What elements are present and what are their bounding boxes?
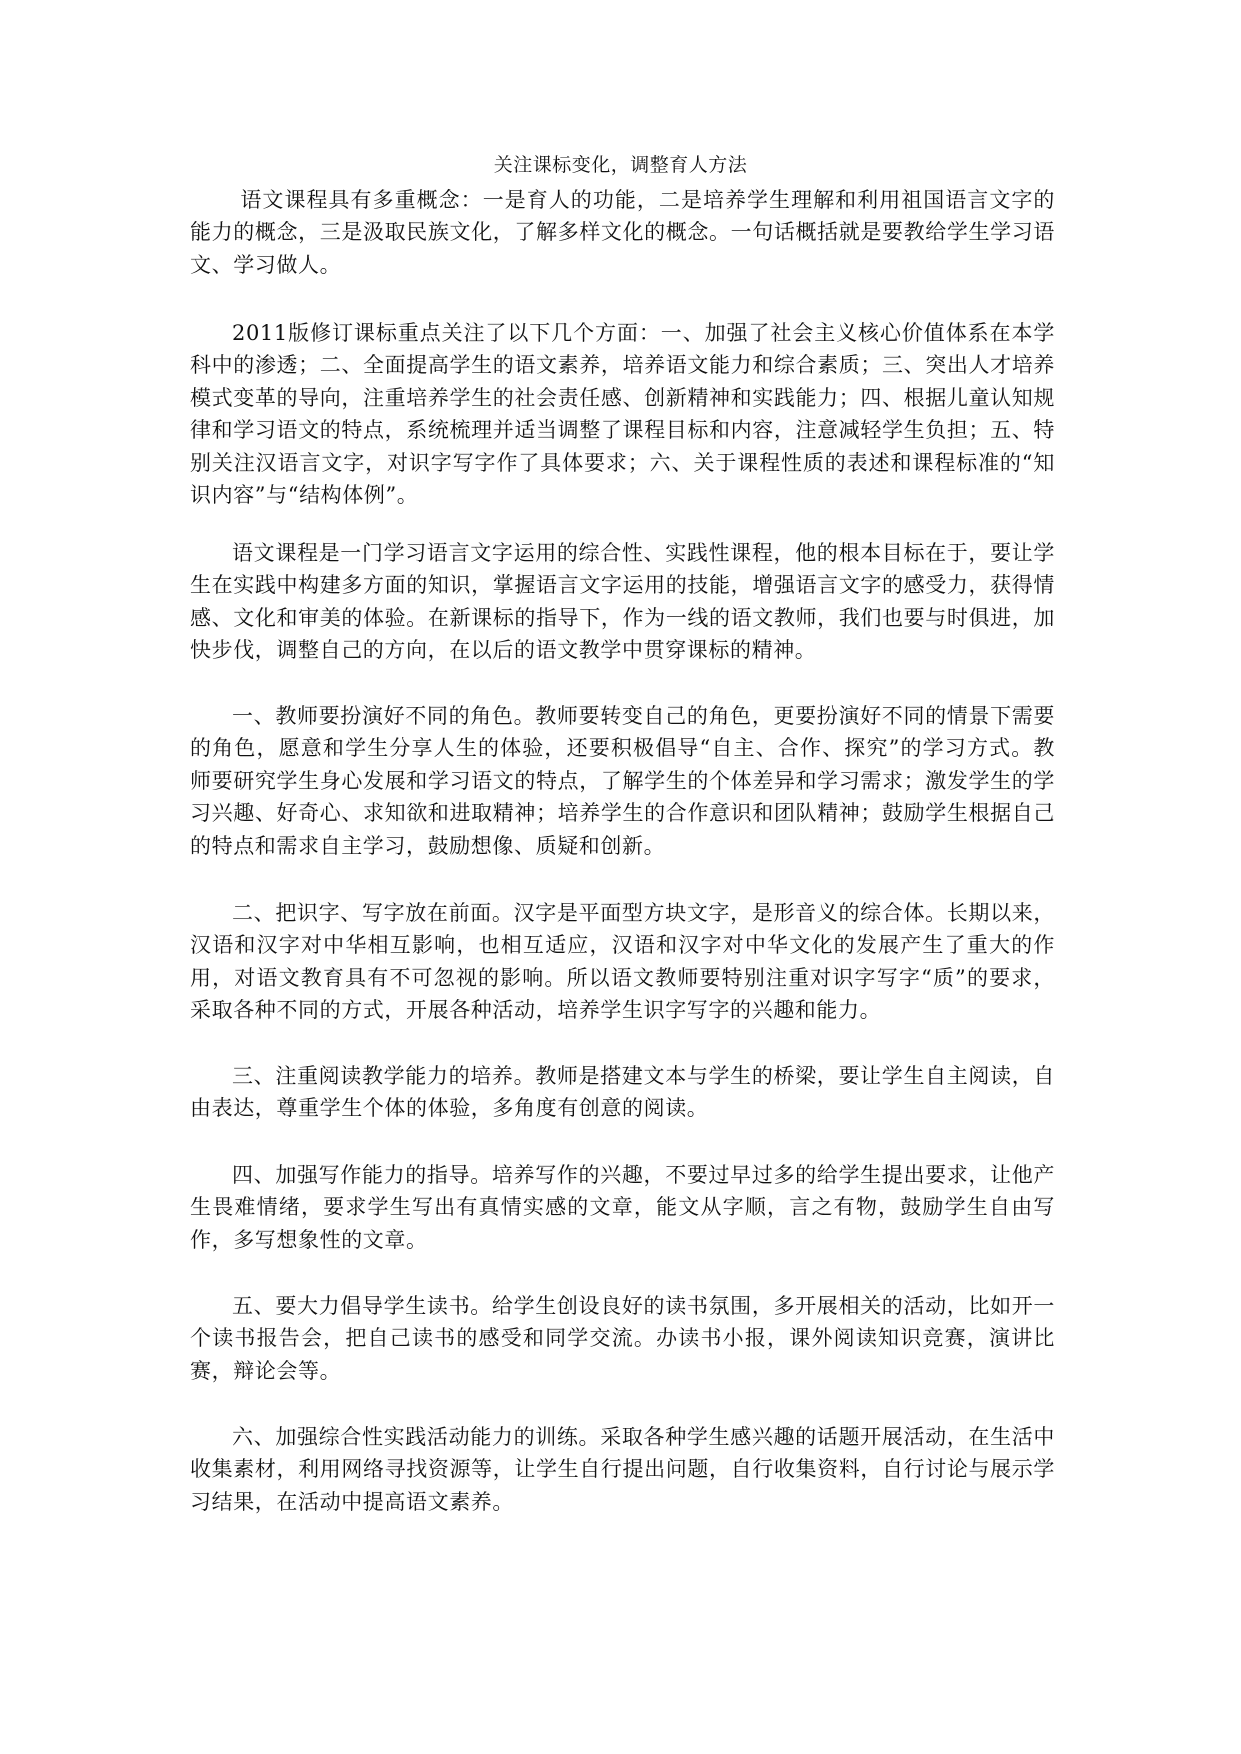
paragraph-reading: 三、注重阅读教学能力的培养。教师是搭建文本与学生的桥梁，要让学生自主阅读，自由表达，尊重学生个体的体验，多角度有创意的阅读。 [190,1064,1055,1121]
paragraph-composition: 四、加强写作能力的指导。培养写作的兴趣，不要过早过多的给学生提出要求，让他产生畏难情绪，要求学生写出有真情实感的文章，能文从字顺，言之有物，鼓励学生自由写作，多写想象性的文章。 [190,1163,1055,1252]
paragraph-course-goal: 语文课程是一门学习语言文字运用的综合性、实践性课程，他的根本目标在于，要让学生在实践中构建多方面的知识，掌握语言文字运用的技能，增强语言文字的感受力，获得情感、文化和审美的体验。在新课标的指导下，作为一线的语文教师，我们也要与时俱进，加快步伐，调整自己的方向，在以后的语文教学中贯穿课标的精神。 [190,541,1055,663]
paragraph-2011-revision: 2011版修订课标重点关注了以下几个方面：一、加强了社会主义核心价值体系在本学科中的渗透；二、全面提高学生的语文素养，培养语文能力和综合素质；三、突出人才培养模式变革的导向，注重培养学生的社会责任感、创新精神和实践能力；四、根据儿童认知规律和学习语文的特点，系统梳理并适当调整了课程目标和内容，注意减轻学生负担；五、特别关注汉语言文字，对识字写字作了具体要求；六、关于课程性质的表述和课程标准的“知识内容”与“结构体例”。 [190,321,1055,508]
paragraph-practice-activities: 六、加强综合性实践活动能力的训练。采取各种学生感兴趣的话题开展活动，在生活中收集素材，利用网络寻找资源等，让学生自行提出问题，自行收集资料，自行讨论与展示学习结果，在活动中提高语文素养。 [190,1425,1055,1514]
paragraph-reading-promotion: 五、要大力倡导学生读书。给学生创设良好的读书氛围，多开展相关的活动，比如开一个读书报告会，把自己读书的感受和同学交流。办读书小报，课外阅读知识竞赛，演讲比赛，辩论会等。 [190,1294,1055,1383]
paragraph-concept: 语文课程具有多重概念：一是育人的功能，二是培养学生理解和利用祖国语言文字的能力的概念，三是汲取民族文化，了解多样文化的概念。一句话概括就是要教给学生学习语文、学习做人。 [190,188,1055,277]
document-title: 关注课标变化，调整育人方法 [493,154,748,176]
paragraph-teacher-roles: 一、教师要扮演好不同的角色。教师要转变自己的角色，更要扮演好不同的情景下需要的角色，愿意和学生分享人生的体验，还要积极倡导“自主、合作、探究”的学习方式。教师要研究学生身心发展和学习语文的特点，了解学生的个体差异和学习需求；激发学生的学习兴趣、好奇心、求知欲和进取精神；培养学生的合作意识和团队精神；鼓励学生根据自己的特点和需求自主学习，鼓励想像、质疑和创新。 [190,704,1055,858]
paragraph-literacy-writing: 二、把识字、写字放在前面。汉字是平面型方块文字，是形音义的综合体。长期以来，汉语和汉字对中华相互影响，也相互适应，汉语和汉字对中华文化的发展产生了重大的作用，对语文教育具有不可忽视的影响。所以语文教师要特别注重对识字写字“质”的要求，采取各种不同的方式，开展各种活动，培养学生识字写字的兴趣和能力。 [190,901,1055,1023]
